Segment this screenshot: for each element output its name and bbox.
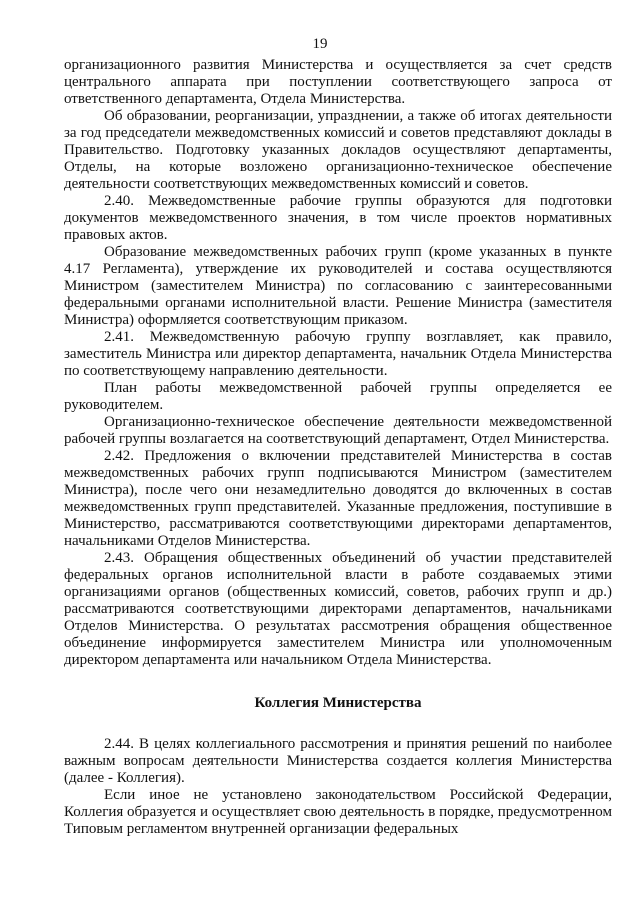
paragraph-reports: Об образовании, реорганизации, упразднении, а также об итогах деятельности за год председатели межведомственных комиссий и советов представляют доклады в Правительство. Подготовку указанных докладов осуществляют департаменты, Отделы, на которые возложено организационно-техническое обеспечение деятельности соответствующих межведомственных комиссий и советов. xyxy=(64,108,612,192)
paragraph-2-41: 2.41. Межведомственную рабочую группу возглавляет, как правило, заместитель Министра или директор департамента, начальник Отдела Министерства по соответствующему направлению деятельности. xyxy=(64,329,612,379)
paragraph-2-42: 2.42. Предложения о включении представителей Министерства в состав межведомственных рабочих групп подписываются Министром (заместителем Министра), после чего они незамедлительно доводятся до включенных в состав межведомственных групп представителей. Указанные предложения, поступившие в Министерство, рассматриваются соответствующими директорами департаментов, начальниками Отделов Министерства. xyxy=(64,448,612,549)
page-number: 19 xyxy=(312,36,328,52)
paragraph-2-44: 2.44. В целях коллегиального рассмотрения и принятия решений по наиболее важным вопросам деятельности Министерства создается коллегия Министерства (далее - Коллегия). xyxy=(64,736,612,786)
section-heading: Коллегия Министерства xyxy=(254,695,422,711)
paragraph-2-40: 2.40. Межведомственные рабочие группы образуются для подготовки документов межведомственного значения, в том числе проектов нормативных правовых актов. xyxy=(64,193,612,243)
document-body xyxy=(64,57,612,838)
paragraph-formation: Образование межведомственных рабочих групп (кроме указанных в пункте 4.17 Регламента), утверждение их руководителей и состава осуществляются Министром (заместителем Министра) по согласованию с заинтересованными федеральными органами исполнительной власти. Решение Министра (заместителя Министра) оформляется соответствующим приказом. xyxy=(64,244,612,328)
paragraph-work-plan: План работы межведомственной рабочей группы определяется ее руководителем. xyxy=(64,380,612,413)
paragraph-technical-support: Организационно-техническое обеспечение деятельности межведомственной рабочей группы возлагается на соответствующий департамент, Отдел Министерства. xyxy=(64,414,612,447)
paragraph-collegium-formation: Если иное не установлено законодательством Российской Федерации, Коллегия образуется и осуществляет свою деятельность в порядке, предусмотренном Типовым регламентом внутренней организации федеральных xyxy=(64,787,612,837)
paragraph-2-43: 2.43. Обращения общественных объединений об участии представителей федеральных органов исполнительной власти в работе создаваемых этими организациями органов (общественных комиссий, советов, рабочих групп и др.) рассматриваются соответствующими директорами департаментов, начальниками Отделов Министерства. О результатах рассмотрения обращения общественное объединение информируется заместителем Министра или уполномоченным директором департамента или начальником Отдела Министерства. xyxy=(64,550,612,668)
paragraph-continuation: организационного развития Министерства и осуществляется за счет средств центрального аппарата при поступлении соответствующего запроса от ответственного департамента, Отдела Министерства. xyxy=(64,57,612,107)
